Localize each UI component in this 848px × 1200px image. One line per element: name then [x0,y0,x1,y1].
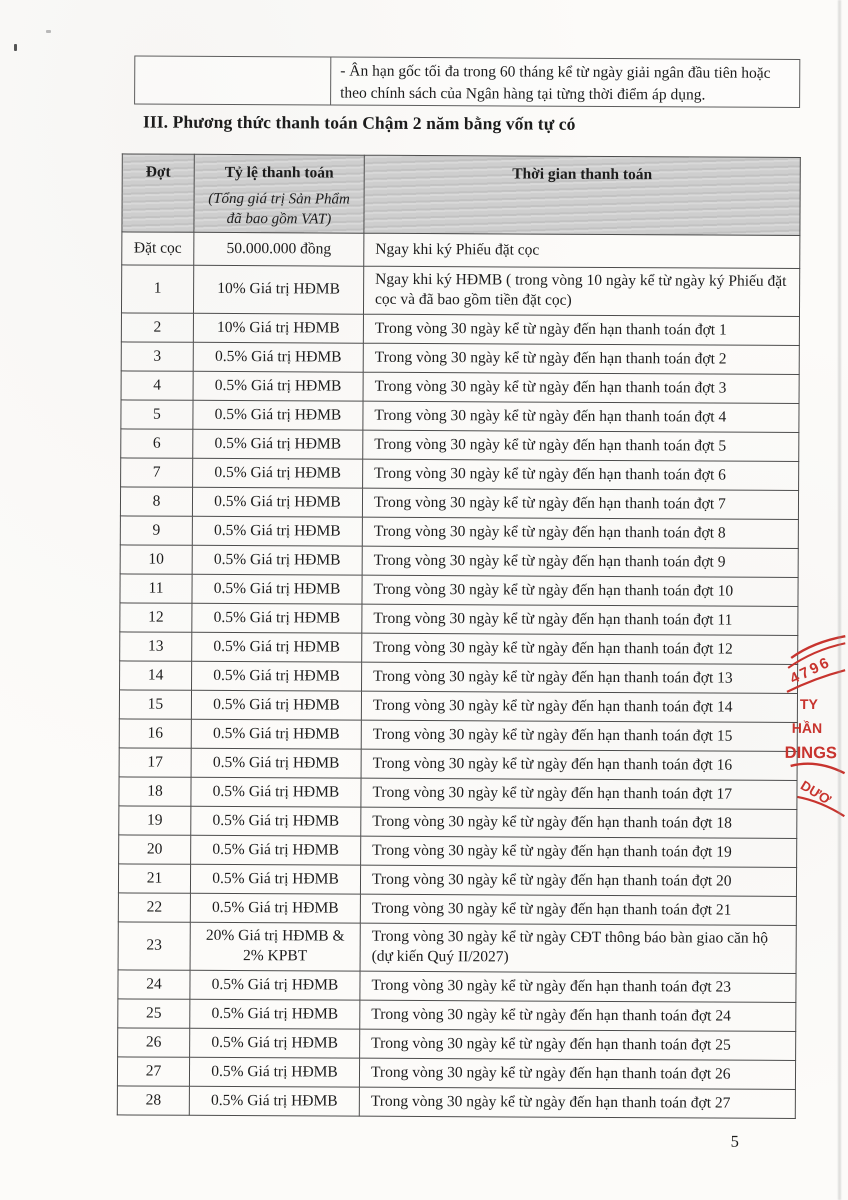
seal-text-line2: HẦN [791,719,823,737]
installment-cell: 17 [119,748,191,777]
installment-cell: 7 [121,458,193,487]
table-row [119,835,797,868]
table-row [121,429,799,462]
rate-cell: 0.5% Giá trị HĐMB [190,893,360,923]
table-row [120,632,798,665]
rate-cell: 0.5% Giá trị HĐMB [189,1057,359,1087]
seal-text-line1: TY [799,695,818,713]
table-row [119,748,797,781]
time-cell: Trong vòng 30 ngày kể từ ngày đến hạn thanh toán đợt 9 [362,546,798,577]
time-cell: Trong vòng 30 ngày kể từ ngày đến hạn thanh toán đợt 27 [359,1087,795,1118]
rate-cell: 0.5% Giá trị HĐMB [191,777,361,807]
table-row [120,487,798,520]
time-cell: Trong vòng 30 ngày kể từ ngày đến hạn thanh toán đợt 26 [359,1058,795,1089]
rate-cell: 0.5% Giá trị HĐMB [191,806,361,836]
seal-inner-arc [791,764,845,774]
time-cell: Trong vòng 30 ngày kể từ ngày đến hạn thanh toán đợt 25 [360,1029,796,1060]
table-row [121,458,799,491]
installment-cell: 23 [118,922,190,970]
time-cell: Trong vòng 30 ngày kể từ ngày đến hạn thanh toán đợt 4 [363,401,799,432]
table-row [118,893,796,926]
rate-cell: 0.5% Giá trị HĐMB [191,690,361,720]
installment-cell: 13 [120,632,192,661]
table-header-row [122,154,800,236]
installment-cell: 9 [120,516,192,545]
time-cell: Trong vòng 30 ngày kể từ ngày đến hạn thanh toán đợt 5 [363,430,799,461]
scan-speck [46,30,51,33]
rate-cell: 0.5% Giá trị HĐMB [190,970,360,1000]
installment-cell: 22 [118,893,190,922]
header-rate-title: Tỷ lệ thanh toán [224,163,334,182]
seal-number-text: 4796 [787,653,834,688]
time-cell: Trong vòng 30 ngày kể từ ngày CĐT thông báo bàn giao căn hộ (dự kiến Quý II/2027) [360,923,796,973]
time-cell: Trong vòng 30 ngày kể từ ngày đến hạn thanh toán đợt 1 [363,314,799,345]
rate-cell: 0.5% Giá trị HĐMB [193,371,363,401]
payment-table-body [117,232,800,1118]
time-cell: Trong vòng 30 ngày kể từ ngày đến hạn thanh toán đợt 10 [362,575,798,606]
time-cell: Trong vòng 30 ngày kể từ ngày đến hạn thanh toán đợt 7 [362,488,798,519]
table-row [120,574,798,607]
rate-cell: 0.5% Giá trị HĐMB [191,719,361,749]
installment-cell: 16 [119,719,191,748]
table-row [119,777,797,810]
header-time-label: Thời gian thanh toán [512,165,653,184]
carryover-note-box [134,55,800,107]
page-number: 5 [730,1131,739,1151]
rate-cell: 0.5% Giá trị HĐMB [191,748,361,778]
time-cell: Trong vòng 30 ngày kể từ ngày đến hạn thanh toán đợt 14 [361,691,797,722]
table-row [121,313,799,346]
time-cell: Trong vòng 30 ngày kể từ ngày đến hạn thanh toán đợt 24 [360,1000,796,1031]
header-installment [122,154,194,232]
installment-cell: 1 [121,265,193,313]
payment-table-wrap [117,153,800,1118]
table-row [119,806,797,839]
rate-cell: 0.5% Giá trị HĐMB [189,1086,359,1116]
time-cell: Trong vòng 30 ngày kể từ ngày đến hạn thanh toán đợt 17 [361,778,797,809]
table-row [117,1057,795,1090]
installment-cell: 8 [120,487,192,516]
installment-cell: 28 [117,1086,189,1115]
rate-cell: 0.5% Giá trị HĐMB [191,835,361,865]
time-cell: Trong vòng 30 ngày kể từ ngày đến hạn thanh toán đợt 8 [362,517,798,548]
header-rate [194,154,364,233]
installment-cell: 2 [121,313,193,342]
rate-cell: 0.5% Giá trị HĐMB [192,661,362,691]
installment-cell: 26 [118,1028,190,1057]
time-cell: Ngay khi ký HĐMB ( trong vòng 10 ngày kể từ ngày ký Phiếu đặt cọc và đã bao gồm tiền đặt cọc) [363,266,799,316]
installment-cell: 18 [119,777,191,806]
rate-cell: 0.5% Giá trị HĐMB [193,458,363,488]
installment-cell: 20 [119,835,191,864]
installment-cell: Đặt cọc [122,232,194,265]
rate-cell: 0.5% Giá trị HĐMB [192,545,362,575]
table-row [118,1028,796,1061]
rate-cell: 0.5% Giá trị HĐMB [192,574,362,604]
table-row [118,999,796,1032]
installment-cell: 14 [120,661,192,690]
rate-cell: 10% Giá trị HĐMB [193,265,363,314]
time-cell: Trong vòng 30 ngày kể từ ngày đến hạn thanh toán đợt 12 [362,633,798,664]
rate-cell: 0.5% Giá trị HĐMB [193,429,363,459]
rate-cell: 50.000.000 đồng [194,232,364,266]
installment-cell: 4 [121,371,193,400]
installment-cell: 11 [120,574,192,603]
table-row [119,719,797,752]
carryover-note-text: - Ân hạn gốc tối đa trong 60 tháng kể từ ngày giải ngân đầu tiên hoặc theo chính sách của Ngân hàng tại từng thời điểm áp dụng. [340,62,771,104]
time-cell: Trong vòng 30 ngày kể từ ngày đến hạn thanh toán đợt 6 [363,459,799,490]
time-cell: Trong vòng 30 ngày kể từ ngày đến hạn thanh toán đợt 23 [360,971,796,1002]
header-rate-subtitle: (Tổng giá trị Sản Phẩm đã bao gồm VAT) [208,191,350,228]
installment-cell: 15 [119,690,191,719]
time-cell: Trong vòng 30 ngày kể từ ngày đến hạn thanh toán đợt 20 [360,865,796,896]
rate-cell: 0.5% Giá trị HĐMB [192,516,362,546]
scan-edge-line [838,0,841,1200]
table-row [118,864,796,897]
table-row [121,400,799,433]
table-row [120,545,798,578]
seal-text-line3: DINGS [784,743,838,763]
section-heading: III. Phương thức thanh toán Chậm 2 năm bằng vốn tự có [142,111,576,134]
installment-cell: 10 [120,545,192,574]
table-row [120,603,798,636]
installment-cell: 3 [121,342,193,371]
rate-cell: 10% Giá trị HĐMB [193,313,363,343]
rate-cell: 0.5% Giá trị HĐMB [190,1028,360,1058]
time-cell: Trong vòng 30 ngày kể từ ngày đến hạn thanh toán đợt 16 [361,749,797,780]
time-cell: Ngay khi ký Phiếu đặt cọc [364,233,800,268]
time-cell: Trong vòng 30 ngày kể từ ngày đến hạn thanh toán đợt 11 [362,604,798,635]
payment-table [117,153,801,1118]
installment-cell: 19 [119,806,191,835]
table-row [121,342,799,375]
installment-cell: 25 [118,999,190,1028]
table-row [121,265,799,316]
table-row [120,516,798,549]
time-cell: Trong vòng 30 ngày kể từ ngày đến hạn thanh toán đợt 19 [361,836,797,867]
rate-cell: 0.5% Giá trị HĐMB [190,864,360,894]
scan-speck [14,44,17,51]
table-row [117,1086,795,1119]
time-cell: Trong vòng 30 ngày kể từ ngày đến hạn thanh toán đợt 18 [361,807,797,838]
rate-cell: 0.5% Giá trị HĐMB [192,632,362,662]
installment-cell: 21 [118,864,190,893]
rate-cell: 0.5% Giá trị HĐMB [190,999,360,1029]
table-row [121,371,799,404]
time-cell: Trong vòng 30 ngày kể từ ngày đến hạn thanh toán đợt 3 [363,372,799,403]
installment-cell: 12 [120,603,192,632]
time-cell: Trong vòng 30 ngày kể từ ngày đến hạn thanh toán đợt 15 [361,720,797,751]
table-row [119,690,797,723]
installment-cell: 24 [118,970,190,999]
rate-cell: 0.5% Giá trị HĐMB [193,400,363,430]
header-installment-label: Đợt [145,163,171,181]
rate-cell: 0.5% Giá trị HĐMB [192,487,362,517]
time-cell: Trong vòng 30 ngày kể từ ngày đến hạn thanh toán đợt 13 [362,662,798,693]
time-cell: Trong vòng 30 ngày kể từ ngày đến hạn thanh toán đợt 21 [360,894,796,925]
table-row [120,661,798,694]
rate-cell: 0.5% Giá trị HĐMB [192,603,362,633]
rate-cell: 0.5% Giá trị HĐMB [193,342,363,372]
installment-cell: 5 [121,400,193,429]
time-cell: Trong vòng 30 ngày kể từ ngày đến hạn thanh toán đợt 2 [363,343,799,374]
carryover-empty-cell [135,56,331,104]
table-row [118,970,796,1003]
header-time [364,155,800,235]
table-row [122,232,800,269]
installment-cell: 6 [121,429,193,458]
rate-cell: 20% Giá trị HĐMB & 2% KPBT [190,922,360,971]
installment-cell: 27 [117,1057,189,1086]
seal-arc-text: DƯƠ [797,777,834,808]
table-row [118,922,796,973]
company-seal-stamp [786,630,845,842]
